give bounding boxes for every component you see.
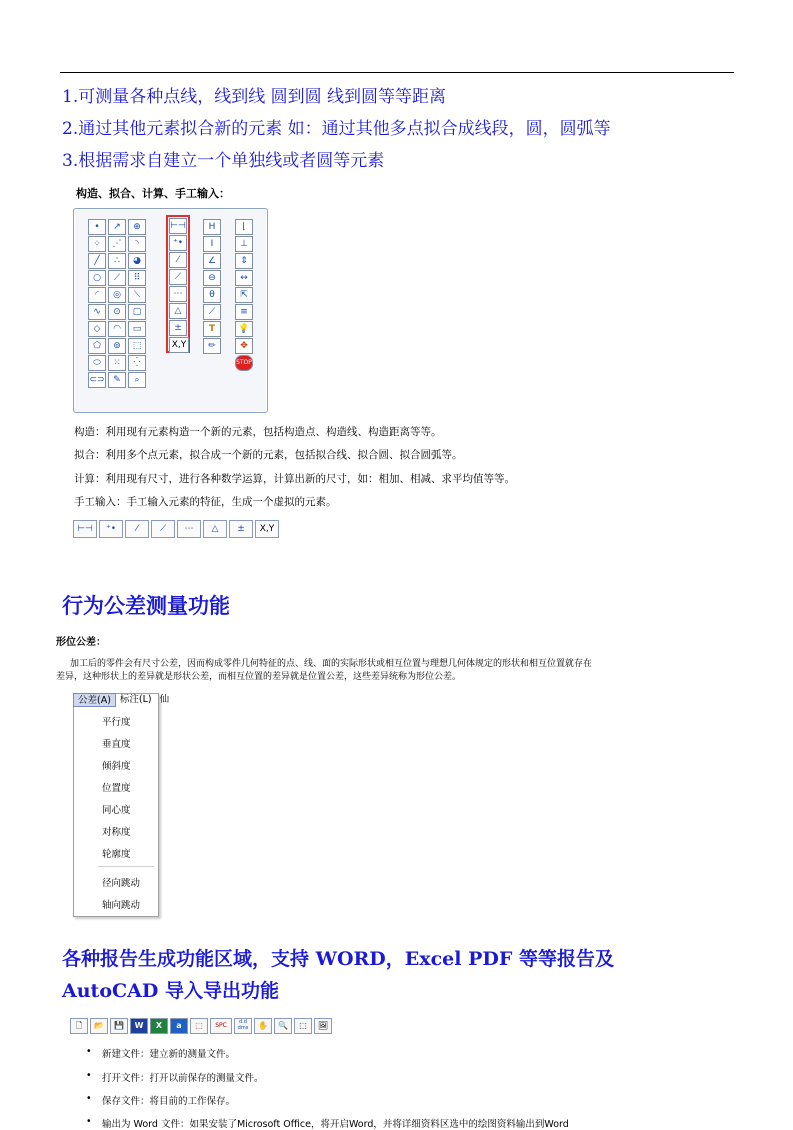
construct-triangle-icon[interactable]: △	[169, 303, 187, 319]
report-title-line-2: AutoCAD 导入导出功能	[62, 980, 279, 1002]
bullet-new-file: 新建文件：建立新的测量文件。	[102, 1049, 236, 1060]
construct-plusminus-icon[interactable]: ±	[229, 520, 253, 538]
open-folder-icon[interactable]: 📂	[90, 1018, 108, 1034]
expand-icon[interactable]: ⇱	[235, 287, 253, 303]
bullet-dot: •	[86, 1116, 92, 1127]
bullet-dot: •	[86, 1046, 92, 1057]
stop-button[interactable]: STOP	[235, 355, 253, 371]
construct-dots-icon[interactable]: ⋯	[177, 520, 201, 538]
menu-tolerance[interactable]: 公差(A)	[73, 693, 116, 707]
menu-item-angularity[interactable]: 倾斜度	[102, 761, 131, 772]
menu-item-parallelism[interactable]: 平行度	[102, 717, 131, 728]
measure-icon[interactable]: ⟋	[203, 304, 221, 320]
hand-pan-icon[interactable]: ✋	[254, 1018, 272, 1034]
excel-export-icon[interactable]: X	[150, 1018, 168, 1034]
axis-icon[interactable]: ⊥	[235, 236, 253, 252]
select-region-icon[interactable]: ⬚	[294, 1018, 312, 1034]
fit-line-icon[interactable]: ⋰	[108, 236, 126, 252]
new-file-icon[interactable]: 🗋	[70, 1018, 88, 1034]
menu-item-axial-runout[interactable]: 轴向跳动	[102, 900, 141, 911]
fit-slant-icon[interactable]: ⟋	[108, 270, 126, 286]
image-icon[interactable]: 🖼	[314, 1018, 332, 1034]
point-icon[interactable]: •	[88, 219, 106, 235]
i-beam-icon[interactable]: I	[203, 236, 221, 252]
pencil-icon[interactable]: ✏	[203, 338, 221, 354]
menu-annotation[interactable]: 标注(L)	[119, 694, 152, 705]
menu-item-position[interactable]: 位置度	[102, 783, 131, 794]
tolerance-para-2: 差异，这种形状上的差异就是形状公差，而相互位置的差异就是位置公差，这些差异统称为形位公差。	[56, 672, 462, 682]
intro-line-2: 2.通过其他元素拟合新的元素 如：通过其他多点拟合成线段，圆，圆弧等	[62, 119, 611, 139]
calc-zoom-icon[interactable]: ⊕	[128, 219, 146, 235]
scale-icon[interactable]: ↔	[235, 270, 253, 286]
word-export-icon[interactable]: W	[130, 1018, 148, 1034]
tolerance-subheading: 形位公差：	[56, 637, 106, 648]
bullet-open-file: 打开文件：打开以前保存的测量文件。	[102, 1073, 264, 1084]
slot-icon[interactable]: ⊂⊃	[88, 372, 106, 388]
tolerance-para-1: 加工后的零件会有尺寸公差，因而构成零件几何特征的点、线、面的实际形状或相互位置与理想几何体规定的形状和相互位置就存在	[70, 659, 593, 669]
construct-slant-icon[interactable]: ⟋	[151, 520, 175, 538]
zoom-icon[interactable]: 🔍	[274, 1018, 292, 1034]
construct-line-icon[interactable]: ⁄	[169, 252, 187, 268]
arc-icon[interactable]: ◜	[88, 287, 106, 303]
calc-arc-icon[interactable]: ◝	[128, 236, 146, 252]
intro-line-1: 1.可测量各种点线，线到线 圆到圆 线到圆等等距离	[62, 87, 447, 107]
fit-grid-icon[interactable]: ⁙	[108, 355, 126, 371]
menu-separator	[98, 866, 154, 867]
calc-frame-icon[interactable]: ⬚	[128, 338, 146, 354]
menu-item-concentricity[interactable]: 同心度	[102, 805, 131, 816]
save-icon[interactable]: 💾	[110, 1018, 128, 1034]
menu-other[interactable]: 仙	[159, 694, 170, 705]
h-dim-icon[interactable]: H	[203, 219, 221, 235]
fit-circle-icon[interactable]: ◎	[108, 287, 126, 303]
bullet-export-word: 输出为 Word 文件：如果安装了Microsoft Office，将开启Word，并将详细资料区选中的绘图资料输出到Word	[102, 1119, 569, 1130]
manual-xy-button[interactable]: X,Y	[169, 337, 189, 353]
curve-icon[interactable]: ∿	[88, 304, 106, 320]
construct-desc-4: 手工输入：手工输入元素的特征，生成一个虚拟的元素。	[74, 496, 337, 508]
minus-circle-icon[interactable]: ⊖	[203, 270, 221, 286]
tolerance-menu-dropdown	[73, 693, 159, 917]
polygon-icon[interactable]: ⬠	[88, 338, 106, 354]
construct-distance-icon[interactable]: ⊢⊣	[169, 218, 187, 234]
construct-line-icon[interactable]: ⁄	[125, 520, 149, 538]
calc-diag-icon[interactable]: ⟍	[128, 287, 146, 303]
construct-desc-3: 计算：利用现有尺寸，进行各种数学运算，计算出新的尺寸，如：相加、相减、求平均值等等。	[74, 473, 515, 485]
construct-point-icon[interactable]: ⁺•	[169, 235, 187, 251]
ellipse-icon[interactable]: ⬭	[88, 355, 106, 371]
fit-point-icon[interactable]: ↗	[108, 219, 126, 235]
pdf-export-icon[interactable]: ⬚	[190, 1018, 208, 1034]
calc-dots-icon[interactable]: ⁛	[128, 355, 146, 371]
line-icon[interactable]: ╱	[88, 253, 106, 269]
autocad-export-icon[interactable]: a	[170, 1018, 188, 1034]
calc-circle-icon[interactable]: ◕	[128, 253, 146, 269]
tolerance-menubar	[73, 693, 173, 707]
fit-pen-icon[interactable]: ✎	[108, 372, 126, 388]
intro-line-3: 3.根据需求自建立一个单独线或者圆等元素	[62, 151, 385, 171]
manual-xy-button[interactable]: X,Y	[255, 520, 279, 538]
report-title-line-1: 各种报告生成功能区域，支持 WORD，Excel PDF 等等报告及	[62, 948, 614, 970]
move-icon[interactable]: ✥	[235, 338, 253, 354]
construct-point-icon[interactable]: ⁺•	[99, 520, 123, 538]
circle-icon[interactable]: ○	[88, 270, 106, 286]
diamond-icon[interactable]: ◇	[88, 321, 106, 337]
spc-button[interactable]: SPC	[210, 1018, 232, 1034]
multi-point-icon[interactable]: ⁘	[88, 236, 106, 252]
stack-icon[interactable]: ≡	[235, 304, 253, 320]
fit-dotted-icon[interactable]: ∴	[108, 253, 126, 269]
header-rule	[60, 72, 734, 73]
construct-desc-2: 拟合：利用多个点元素，拟合成一个新的元素，包括拟合线、拟合圆、拟合圆弧等。	[74, 449, 463, 461]
report-toolbar	[70, 1018, 332, 1036]
menu-item-perpendicularity[interactable]: 垂直度	[102, 739, 131, 750]
calc-box-icon[interactable]: ▢	[128, 304, 146, 320]
construct-dots-icon[interactable]: ⋯	[169, 286, 187, 302]
construct-tool-panel	[73, 208, 268, 413]
construct-triangle-icon[interactable]: △	[203, 520, 227, 538]
calc-search-icon[interactable]: ⌕	[128, 372, 146, 388]
construct-heading: 构造、拟合、计算、手工输入：	[76, 187, 230, 200]
menu-item-profile[interactable]: 轮廓度	[102, 849, 131, 860]
corner-icon[interactable]: ⌊	[235, 219, 253, 235]
tolerance-title: 行为公差测量功能	[62, 593, 230, 618]
construct-slant-icon[interactable]: ⟋	[169, 269, 187, 285]
calc-grid-icon[interactable]: ⠿	[128, 270, 146, 286]
construct-desc-1: 构造：利用现有元素构造一个新的元素，包括构造点、构造线、构造距离等等。	[74, 426, 442, 438]
construct-plusminus-icon[interactable]: ±	[169, 320, 187, 336]
bullet-dot: •	[86, 1093, 92, 1104]
construct-distance-icon[interactable]: ⊢⊣	[73, 520, 97, 538]
lightbulb-icon[interactable]: 💡	[235, 321, 253, 337]
bullet-save-file: 保存文件：将目前的工作保存。	[102, 1096, 236, 1107]
fit-arc-icon[interactable]: ◠	[108, 321, 126, 337]
construct-toolbar	[73, 520, 279, 538]
ruler-icon[interactable]: ⇕	[235, 253, 253, 269]
fit-ellipse-icon[interactable]: ⊚	[108, 338, 126, 354]
text-tool-button[interactable]: T	[203, 321, 221, 337]
menu-item-symmetry[interactable]: 对称度	[102, 827, 131, 838]
angle-icon[interactable]: ∠	[203, 253, 221, 269]
calc-rounded-icon[interactable]: ▭	[128, 321, 146, 337]
theta-icon[interactable]: θ	[203, 287, 221, 303]
menu-item-radial-runout[interactable]: 径向跳动	[102, 878, 141, 889]
dms-button[interactable]: d.d dms	[234, 1018, 252, 1034]
bullet-dot: •	[86, 1070, 92, 1081]
fit-oval-icon[interactable]: ⊙	[108, 304, 126, 320]
